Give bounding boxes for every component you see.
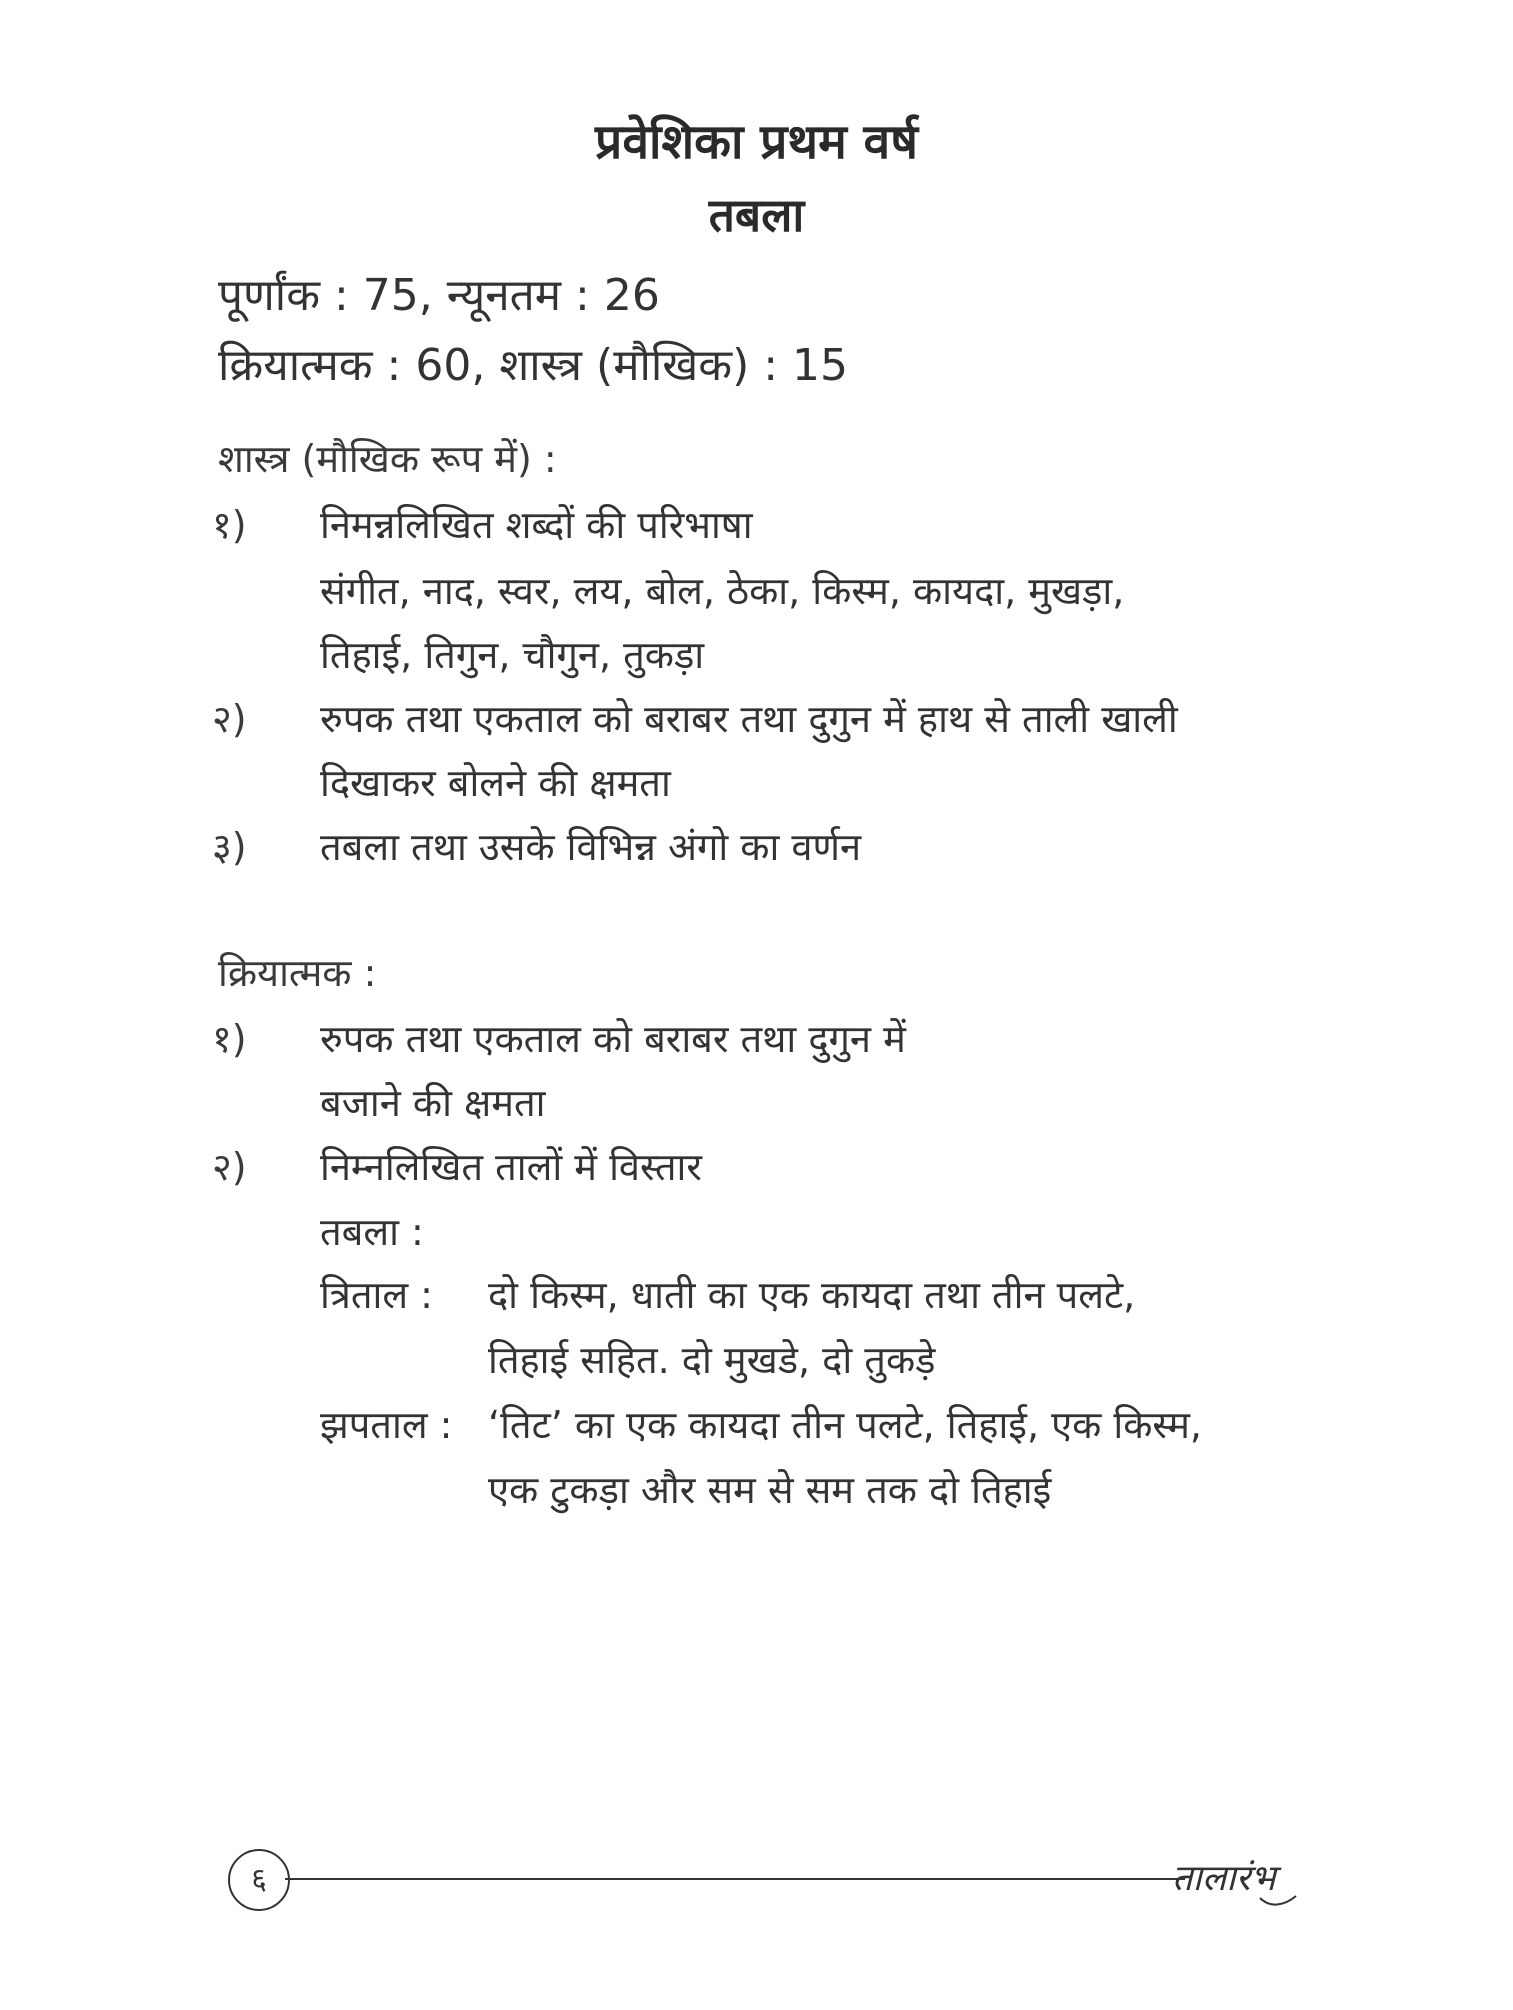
theory-item-line: तबला तथा उसके विभिन्न अंगो का वर्णन xyxy=(320,825,862,869)
theory-heading: शास्त्र (मौखिक रूप में) : xyxy=(218,437,557,481)
footer-rule xyxy=(285,1878,1185,1880)
practical-item-number: १) xyxy=(212,1017,247,1061)
theory-item-number: २) xyxy=(212,697,247,741)
theory-item-number: १) xyxy=(212,503,247,547)
brand-swash-icon xyxy=(1258,1894,1298,1908)
taal-name: झपताल : xyxy=(320,1403,453,1447)
theory-item-line: संगीत, नाद, स्वर, लय, बोल, ठेका, किस्म, कायदा, मुखड़ा, xyxy=(320,569,1125,613)
marks-split-line: क्रियात्मक : 60, शास्त्र (मौखिक) : 15 xyxy=(218,340,849,391)
subject-title: तबला xyxy=(708,188,805,242)
theory-item-line: तिहाई, तिगुन, चौगुन, तुकड़ा xyxy=(320,633,705,677)
practical-item-line: निम्नलिखित तालों में विस्तार xyxy=(320,1145,702,1189)
page-title: प्रवेशिका प्रथम वर्ष xyxy=(595,114,918,170)
taal-detail-line: एक टुकड़ा और सम से सम तक दो तिहाई xyxy=(488,1468,1052,1512)
taal-name: त्रिताल : xyxy=(320,1273,433,1317)
theory-item-line: दिखाकर बोलने की क्षमता xyxy=(320,761,671,805)
taal-detail-line: ‘तिट’ का एक कायदा तीन पलटे, तिहाई, एक किस्म, xyxy=(488,1403,1202,1447)
theory-item-line: निमन्नलिखित शब्दों की परिभाषा xyxy=(320,503,753,547)
page-number: ६ xyxy=(228,1849,290,1911)
practical-item-line: रुपक तथा एकताल को बराबर तथा दुगुन में xyxy=(320,1017,906,1061)
taal-detail-line: तिहाई सहित. दो मुखडे, दो तुकड़े xyxy=(488,1338,936,1382)
theory-item-line: रुपक तथा एकताल को बराबर तथा दुगुन में हाथ से ताली खाली xyxy=(320,697,1178,741)
practical-item-line: बजाने की क्षमता xyxy=(320,1081,546,1125)
marks-total-line: पूर्णांक : 75, न्यूनतम : 26 xyxy=(218,270,660,321)
practical-heading: क्रियात्मक : xyxy=(218,951,377,995)
theory-item-number: ३) xyxy=(212,825,247,869)
taal-detail-line: दो किस्म, धाती का एक कायदा तथा तीन पलटे, xyxy=(488,1273,1136,1317)
practical-subheading: तबला : xyxy=(320,1210,424,1254)
practical-item-number: २) xyxy=(212,1145,247,1189)
footer-brand: तालारंभ xyxy=(1172,1858,1276,1899)
